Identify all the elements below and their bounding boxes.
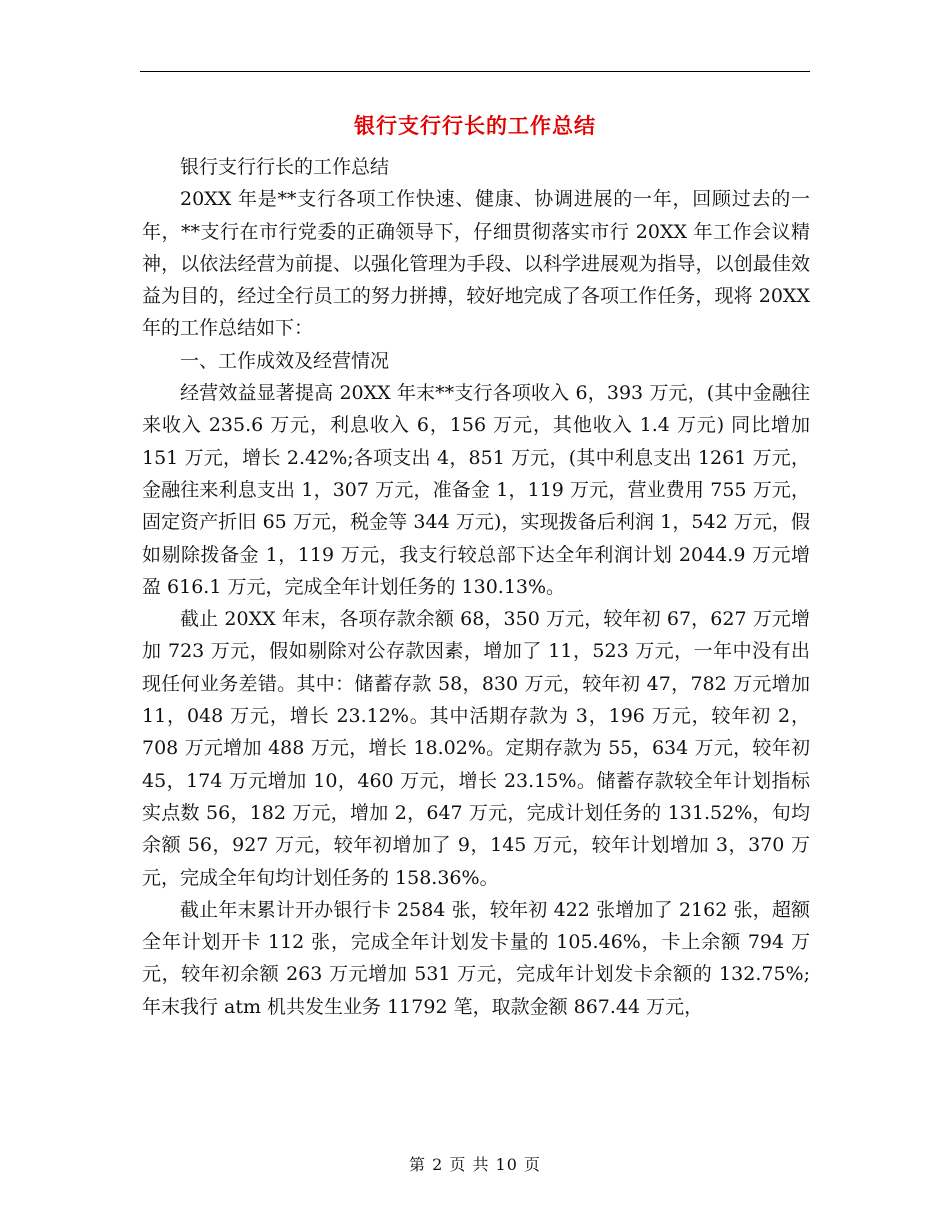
- paragraph-intro: 20XX 年是**支行各项工作快速、健康、协调进展的一年，回顾过去的一年，**支行在市行党委的正确领导下，仔细贯彻落实市行 20XX 年工作会议精神，以依法经营为前提、以强化管理为手段、以科学进展观为指导，以创最佳效益为目的，经过全行员工的努力拼搏，较好地完成了各项工作任务，现将 20XX 年的工作总结如下：: [142, 188, 810, 340]
- paragraph-subtitle: 银行支行行长的工作总结: [180, 156, 390, 178]
- paragraph-income: 经营效益显著提高 20XX 年末**支行各项收入 6，393 万元，(其中金融往来收入 235.6 万元，利息收入 6，156 万元，其他收入 1.4 万元) 同比增加 151 万元，增长 2.42%;各项支出 4，851 万元，(其中利息支出 1261 万元，金融往来利息支出 1，307 万元，准备金 1，119 万元，营业费用 755 万元，固定资产折旧 65 万元，税金等 344 万元)，实现拨备后利润 1，542 万元，假如剔除拨备金 1，119 万元，我支行较总部下达全年利润计划 2044.9 万元增盈 616.1 万元，完成全年计划任务的 130.13%。: [142, 382, 810, 598]
- section-heading: 一、工作成效及经营情况: [180, 349, 390, 372]
- document-title: 银行支行行长的工作总结: [354, 113, 596, 138]
- page-footer: 第 2 页 共 10 页: [409, 1155, 541, 1174]
- header-rule: [140, 71, 810, 72]
- document-body: [142, 151, 810, 1023]
- paragraph-deposits: 截止 20XX 年末，各项存款余额 68，350 万元，较年初 67，627 万元增加 723 万元，假如剔除对公存款因素，增加了 11，523 万元，一年中没有出现任何业务差错。其中：储蓄存款 58，830 万元，较年初 47，782 万元增加 11，048 万元，增长 23.12%。其中活期存款为 3，196 万元，较年初 2，708 万元增加 488 万元，增长 18.02%。定期存款为 55，634 万元，较年初 45，174 万元增加 10，460 万元，增长 23.15%。储蓄存款较全年计划指标实点数 56，182 万元，增加 2，647 万元，完成计划任务的 131.52%，旬均余额 56，927 万元，较年初增加了 9，145 万元，较年计划增加 3，370 万元，完成全年旬均计划任务的 158.36%。: [142, 608, 810, 889]
- paragraph-cards: 截止年末累计开办银行卡 2584 张，较年初 422 张增加了 2162 张，超额全年计划开卡 112 张，完成全年计划发卡量的 105.46%，卡上余额 794 万元，较年初余额 263 万元增加 531 万元，完成年计划发卡余额的 132.75%;年末我行 atm 机共发生业务 11792 笔，取款金额 867.44 万元，: [142, 898, 810, 1018]
